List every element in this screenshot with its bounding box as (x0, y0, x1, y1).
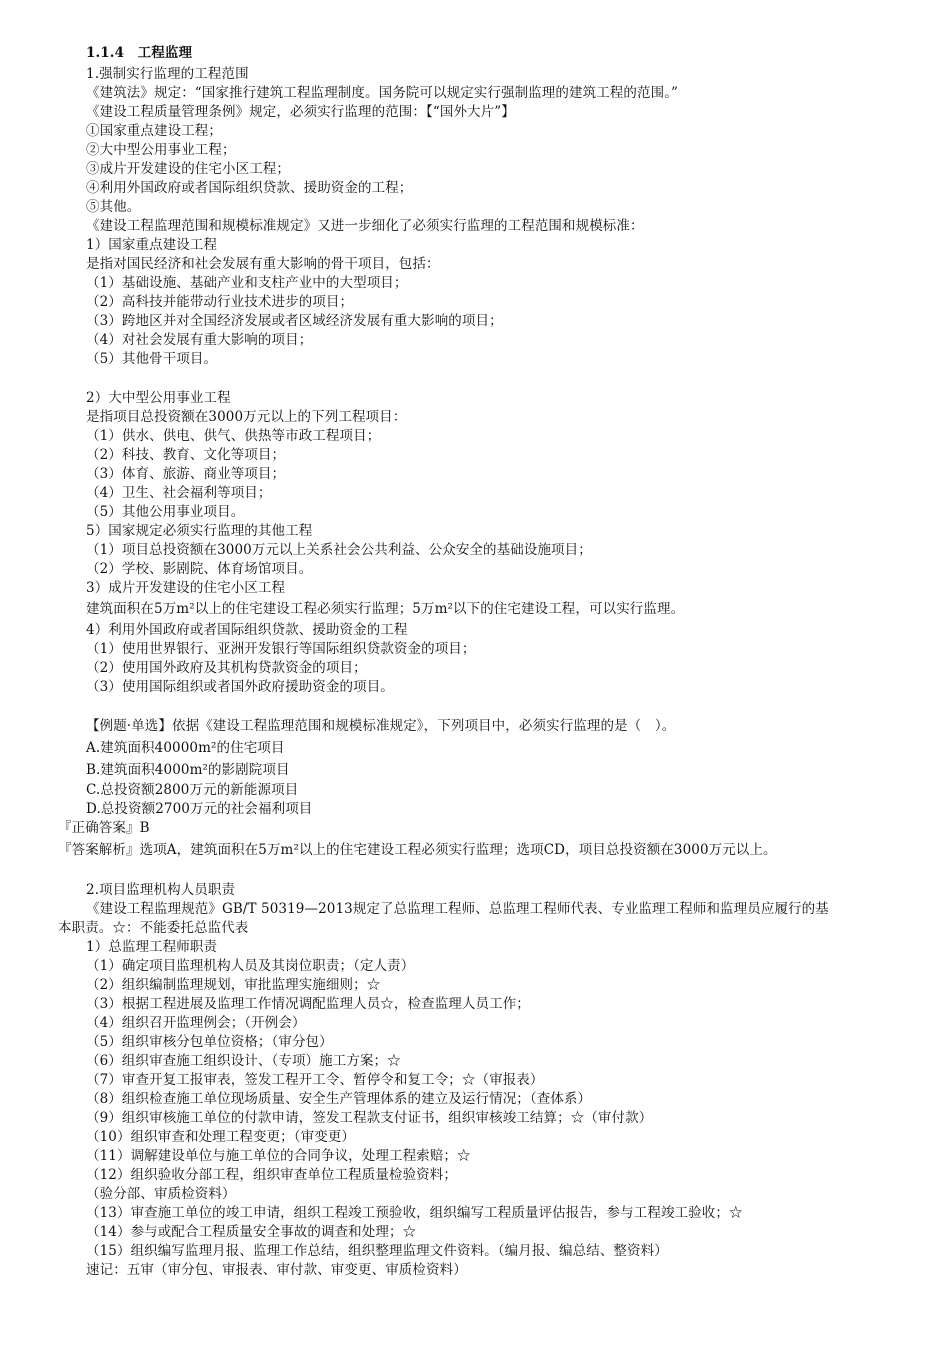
list-item: ④利用外国政府或者国际组织贷款、援助资金的工程； (86, 180, 413, 196)
list-item: （1）项目总投资额在3000万元以上关系社会公共利益、公众安全的基础设施项目； (86, 542, 592, 558)
list-item: （5）其他公用事业项目。 (86, 504, 245, 520)
paragraph: 是指项目总投资额在3000万元以上的下列工程项目： (86, 409, 407, 425)
list-item: ②大中型公用事业工程； (86, 142, 236, 158)
answer-explanation: 『答案解析』选项A，建筑面积在5万m²以上的住宅建设工程必须实行监理；选项CD，项目总投资额在3000万元以上。 (58, 842, 777, 858)
section-heading: 1.1.4 工程监理 (86, 45, 193, 61)
list-item: （2）科技、教育、文化等项目； (86, 447, 286, 463)
subsection-heading: 1.强制实行监理的工程范围 (86, 66, 249, 82)
example-question: 【例题·单选】依据《建设工程监理范围和规模标准规定》，下列项目中，必须实行监理的是（ ）。 (86, 718, 676, 734)
list-item: （4）卫生、社会福利等项目； (86, 485, 272, 501)
list-item: （12）组织验收分部工程，组织审查单位工程质量检验资料； (86, 1167, 457, 1183)
subsection-heading: 2.项目监理机构人员职责 (86, 882, 236, 898)
list-item: （1）基础设施、基础产业和支柱产业中的大型项目； (86, 275, 408, 291)
list-item: （2）使用国外政府及其机构贷款资金的项目； (86, 660, 367, 676)
list-item: （8）组织检查施工单位现场质量、安全生产管理体系的建立及运行情况；（查体系） (86, 1091, 592, 1107)
list-item: （3）跨地区并对全国经济发展或者区域经济发展有重大影响的项目； (86, 313, 503, 329)
list-item: ⑤其他。 (86, 199, 141, 215)
list-item: （14）参与或配合工程质量安全事故的调查和处理；☆ (86, 1224, 417, 1240)
list-item: （2）组织编制监理规划，审批监理实施细则；☆ (86, 977, 381, 993)
list-item: （10）组织审查和处理工程变更；（审变更） (86, 1129, 356, 1145)
mnemonic-note: 速记：五审（审分包、审报表、审付款、审变更、审质检资料） (86, 1262, 467, 1278)
list-item: ①国家重点建设工程； (86, 123, 222, 139)
list-item: ③成片开发建设的住宅小区工程； (86, 161, 290, 177)
list-item: （2）高科技并能带动行业技术进步的项目； (86, 294, 354, 310)
list-item: （3）使用国际组织或者国外政府援助资金的项目。 (86, 679, 394, 695)
answer-option: C.总投资额2800万元的新能源项目 (86, 782, 299, 798)
paragraph: 《建设工程监理范围和规模标准规定》又进一步细化了必须实行监理的工程范围和规模标准： (86, 218, 644, 234)
answer-option: D.总投资额2700万元的社会福利项目 (86, 801, 313, 817)
correct-answer: 『正确答案』B (58, 820, 150, 836)
list-item: （4）组织召开监理例会；（开例会） (86, 1015, 306, 1031)
paragraph: 是指对国民经济和社会发展有重大影响的骨干项目，包括： (86, 256, 440, 272)
list-item: （1）使用世界银行、亚洲开发银行等国际组织贷款资金的项目； (86, 641, 476, 657)
paragraph: 《建筑法》规定：“国家推行建筑工程监理制度。国务院可以规定实行强制监理的建筑工程的范围。” (86, 85, 679, 101)
item-heading: 1）总监理工程师职责 (86, 939, 218, 955)
item-heading: 2）大中型公用事业工程 (86, 390, 231, 406)
item-heading: 1）国家重点建设工程 (86, 237, 218, 253)
list-item: （13）审查施工单位的竣工申请，组织工程竣工预验收，组织编写工程质量评估报告，参与工程竣工验收；☆ (86, 1205, 743, 1221)
paragraph: 《建设工程监理规范》GB/T 50319—2013规定了总监理工程师、总监理工程师代表、专业监理工程师和监理员应履行的基 (86, 901, 829, 917)
list-item: （6）组织审查施工组织设计、（专项）施工方案；☆ (86, 1053, 401, 1069)
list-item: （9）组织审核施工单位的付款申请，签发工程款支付证书，组织审核竣工结算；☆（审付款） (86, 1110, 653, 1126)
answer-option: B.建筑面积4000m²的影剧院项目 (86, 762, 290, 778)
list-item: （验分部、审质检资料） (86, 1186, 236, 1202)
list-item: （2）学校、影剧院、体育场馆项目。 (86, 561, 313, 577)
paragraph: 本职责。☆：不能委托总监代表 (58, 920, 249, 936)
list-item: （7）审查开复工报审表，签发工程开工令、暂停令和复工令；☆（审报表） (86, 1072, 544, 1088)
list-item: （1）确定项目监理机构人员及其岗位职责；（定人责） (86, 958, 415, 974)
answer-option: A.建筑面积40000m²的住宅项目 (86, 740, 285, 756)
paragraph: 《建设工程质量管理条例》规定，必须实行监理的范围：【“国外大片”】 (86, 104, 515, 120)
paragraph: 建筑面积在5万m²以上的住宅建设工程必须实行监理；5万m²以下的住宅建设工程，可以实行监理。 (86, 601, 685, 617)
item-heading: 3）成片开发建设的住宅小区工程 (86, 580, 286, 596)
item-heading: 5）国家规定必须实行监理的其他工程 (86, 523, 313, 539)
list-item: （1）供水、供电、供气、供热等市政工程项目； (86, 428, 381, 444)
list-item: （5）组织审核分包单位资格；（审分包） (86, 1034, 333, 1050)
list-item: （15）组织编写监理月报、监理工作总结，组织整理监理文件资料。（编月报、编总结、整资料） (86, 1243, 668, 1259)
item-heading: 4）利用外国政府或者国际组织贷款、援助资金的工程 (86, 622, 408, 638)
list-item: （3）根据工程进展及监理工作情况调配监理人员☆，检查监理人员工作； (86, 996, 530, 1012)
list-item: （3）体育、旅游、商业等项目； (86, 466, 286, 482)
list-item: （5）其他骨干项目。 (86, 351, 218, 367)
list-item: （11）调解建设单位与施工单位的合同争议，处理工程索赔；☆ (86, 1148, 471, 1164)
list-item: （4）对社会发展有重大影响的项目； (86, 332, 313, 348)
